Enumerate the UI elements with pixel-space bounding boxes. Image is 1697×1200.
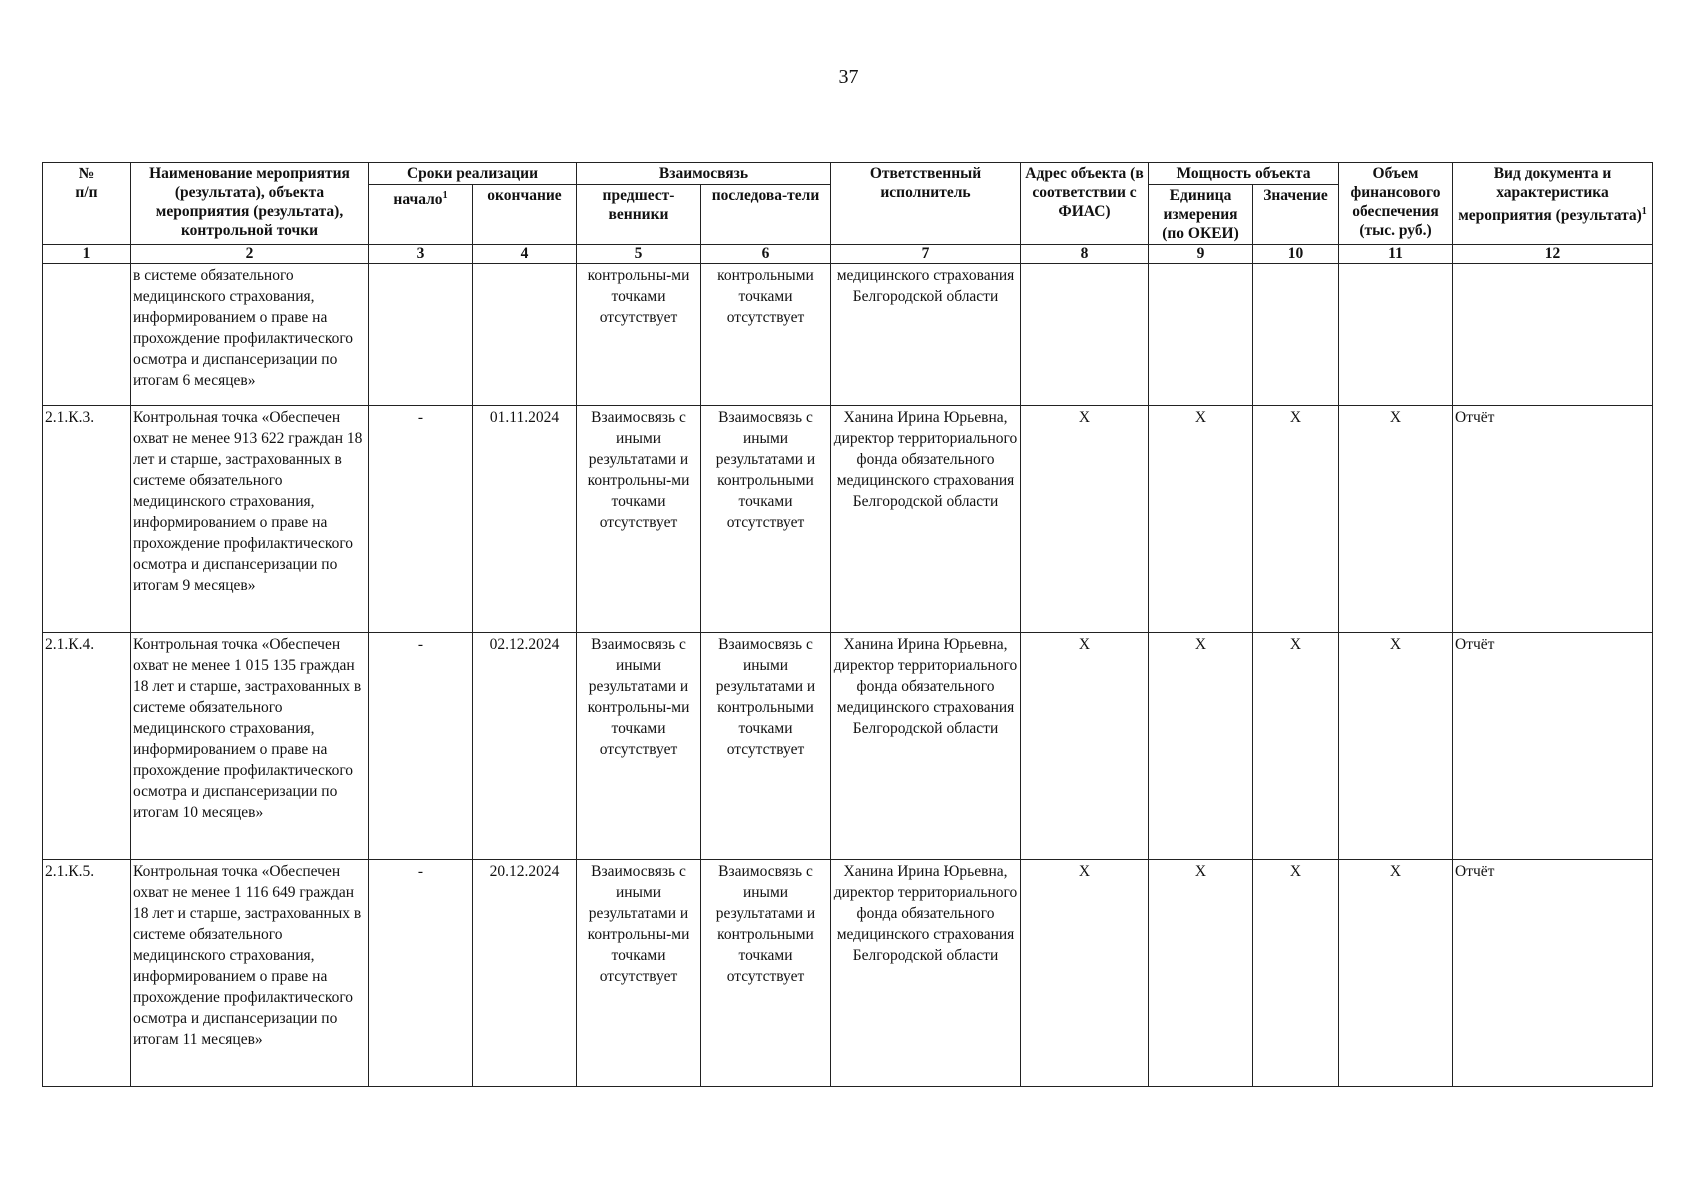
column-number: 5 — [577, 245, 701, 264]
column-number: 9 — [1149, 245, 1253, 264]
header-successors: последова-тели — [701, 185, 831, 245]
header-doc-sup: 1 — [1641, 206, 1647, 217]
column-number: 1 — [43, 245, 131, 264]
cell-responsible: Ханина Ирина Юрьевна, директор территориального фонда обязательного медицинского страхования Белгородской области — [831, 406, 1021, 633]
cell-unit — [1149, 264, 1253, 406]
header-start-text: начало — [393, 191, 443, 209]
cell-responsible: Ханина Ирина Юрьевна, директор территориального фонда обязательного медицинского страхования Белгородской области — [831, 860, 1021, 1087]
cell-end: 02.12.2024 — [473, 633, 577, 860]
header-value: Значение — [1253, 185, 1339, 245]
cell-finance: Х — [1339, 406, 1453, 633]
column-number: 2 — [131, 245, 369, 264]
cell-name: Контрольная точка «Обеспечен охват не менее 1 116 649 граждан 18 лет и старше, застрахованных в системе обязательного медицинского страхования, информированием о праве на прохождение профилактического осмотра и диспансеризации по итогам 11 месяцев» — [131, 860, 369, 1087]
header-name: Наименование мероприятия (результата), объекта мероприятия (результата), контрольной точки — [131, 163, 369, 245]
column-number: 6 — [701, 245, 831, 264]
column-number: 3 — [369, 245, 473, 264]
cell-value: Х — [1253, 860, 1339, 1087]
column-number: 12 — [1453, 245, 1653, 264]
cell-name: в системе обязательного медицинского страхования, информированием о праве на прохождение профилактического осмотра и диспансеризации по итогам 6 месяцев» — [131, 264, 369, 406]
header-unit: Единица измерения (по ОКЕИ) — [1149, 185, 1253, 245]
cell-start — [369, 264, 473, 406]
header-start — [369, 185, 473, 245]
header-finance: Объем финансового обеспечения (тыс. руб.) — [1339, 163, 1453, 245]
cell-finance: Х — [1339, 633, 1453, 860]
page-number: 37 — [838, 66, 859, 88]
cell-doc: Отчёт — [1453, 860, 1653, 1087]
cell-address: Х — [1021, 633, 1149, 860]
cell-start: - — [369, 860, 473, 1087]
cell-end — [473, 264, 577, 406]
cell-address: Х — [1021, 406, 1149, 633]
header-responsible: Ответственный исполнитель — [831, 163, 1021, 245]
table-row-continuation — [43, 264, 1653, 406]
cell-successors: Взаимосвязь с иными результатами и контрольными точками отсутствует — [701, 406, 831, 633]
column-number-row — [43, 245, 1653, 264]
cell-predecessors: Взаимосвязь с иными результатами и контрольны-ми точками отсутствует — [577, 406, 701, 633]
header-no-text: № п/п — [75, 165, 98, 201]
cell-start: - — [369, 406, 473, 633]
cell-unit: Х — [1149, 406, 1253, 633]
header-doc-text: Вид документа и характеристика мероприятия (результата) — [1458, 165, 1642, 225]
cell-end: 01.11.2024 — [473, 406, 577, 633]
cell-doc — [1453, 264, 1653, 406]
cell-responsible: медицинского страхования Белгородской области — [831, 264, 1021, 406]
cell-address — [1021, 264, 1149, 406]
cell-finance: Х — [1339, 860, 1453, 1087]
header-start-sup: 1 — [442, 190, 448, 201]
header-terms: Сроки реализации — [369, 163, 577, 185]
cell-predecessors: Взаимосвязь с иными результатами и контрольны-ми точками отсутствует — [577, 860, 701, 1087]
cell-end: 20.12.2024 — [473, 860, 577, 1087]
plan-table — [42, 162, 1653, 1087]
cell-unit: Х — [1149, 860, 1253, 1087]
column-number: 8 — [1021, 245, 1149, 264]
cell-unit: Х — [1149, 633, 1253, 860]
cell-value — [1253, 264, 1339, 406]
header-address: Адрес объекта (в соответствии с ФИАС) — [1021, 163, 1149, 245]
cell-successors: Взаимосвязь с иными результатами и контрольными точками отсутствует — [701, 633, 831, 860]
header-no — [43, 163, 131, 245]
header-predecessors: предшест-венники — [577, 185, 701, 245]
header-doc — [1453, 163, 1653, 245]
header-relation: Взаимосвязь — [577, 163, 831, 185]
cell-no — [43, 264, 131, 406]
cell-responsible: Ханина Ирина Юрьевна, директор территориального фонда обязательного медицинского страхования Белгородской области — [831, 633, 1021, 860]
cell-value: Х — [1253, 633, 1339, 860]
cell-successors: Взаимосвязь с иными результатами и контрольными точками отсутствует — [701, 860, 831, 1087]
header-end: окончание — [473, 185, 577, 245]
cell-successors: контрольными точками отсутствует — [701, 264, 831, 406]
cell-name: Контрольная точка «Обеспечен охват не менее 913 622 граждан 18 лет и старше, застрахованных в системе обязательного медицинского страхования, информированием о праве на прохождение профилактического осмотра и диспансеризации по итогам 9 месяцев» — [131, 406, 369, 633]
cell-no: 2.1.К.5. — [43, 860, 131, 1087]
column-number: 4 — [473, 245, 577, 264]
cell-predecessors: контрольны-ми точками отсутствует — [577, 264, 701, 406]
table-row — [43, 633, 1653, 860]
table-header — [43, 163, 1653, 264]
table-row — [43, 406, 1653, 633]
table-row — [43, 860, 1653, 1087]
cell-doc: Отчёт — [1453, 633, 1653, 860]
cell-start: - — [369, 633, 473, 860]
cell-no: 2.1.К.3. — [43, 406, 131, 633]
header-capacity: Мощность объекта — [1149, 163, 1339, 185]
cell-value: Х — [1253, 406, 1339, 633]
cell-no: 2.1.К.4. — [43, 633, 131, 860]
column-number: 10 — [1253, 245, 1339, 264]
cell-finance — [1339, 264, 1453, 406]
column-number: 11 — [1339, 245, 1453, 264]
cell-name: Контрольная точка «Обеспечен охват не менее 1 015 135 граждан 18 лет и старше, застрахованных в системе обязательного медицинского страхования, информированием о праве на прохождение профилактического осмотра и диспансеризации по итогам 10 месяцев» — [131, 633, 369, 860]
cell-address: Х — [1021, 860, 1149, 1087]
cell-predecessors: Взаимосвязь с иными результатами и контрольны-ми точками отсутствует — [577, 633, 701, 860]
column-number: 7 — [831, 245, 1021, 264]
cell-doc: Отчёт — [1453, 406, 1653, 633]
